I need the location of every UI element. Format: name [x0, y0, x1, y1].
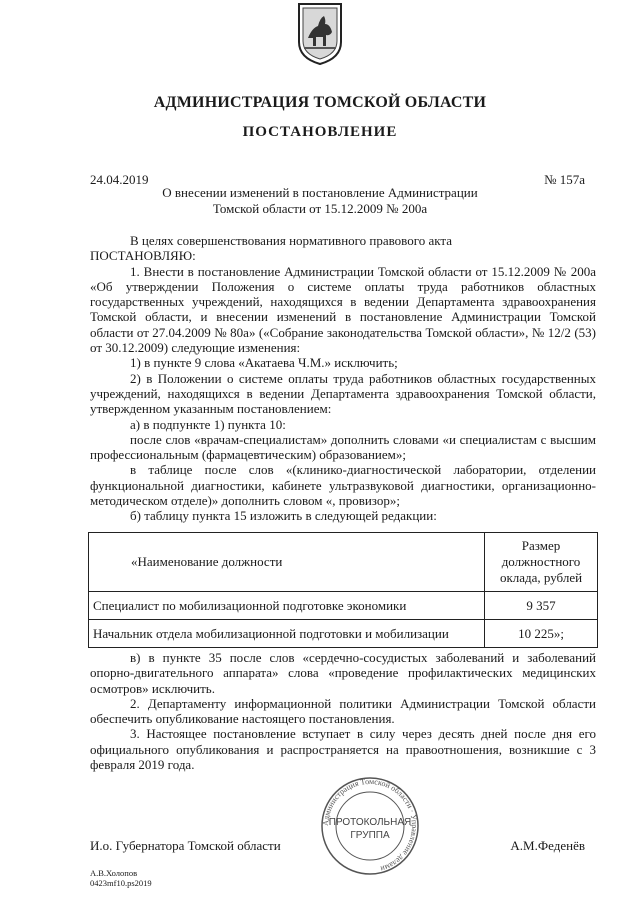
- stamp-line-2: ГРУППА: [350, 830, 390, 841]
- table-header-position: «Наименование должности: [89, 533, 485, 592]
- table-row: [89, 620, 598, 648]
- signatory-position: И.о. Губернатора Томской области: [90, 838, 281, 853]
- stamp-line-1: ПРОТОКОЛЬНАЯ: [328, 817, 412, 828]
- paragraph-preamble: В целях совершенствования нормативного правового акта: [130, 233, 453, 248]
- subject-line-2: Томской области от 15.12.2009 № 200а: [212, 201, 428, 216]
- document-body-continued: [90, 650, 596, 772]
- paragraph-subitem-b: б) таблицу пункта 15 изложить в следующей редакции:: [130, 508, 437, 524]
- signatory-name: А.М.Феденёв: [510, 838, 585, 853]
- footer: [90, 868, 152, 888]
- table-row: [89, 592, 598, 620]
- paragraph-resolve: ПОСТАНОВЛЯЮ:: [90, 248, 196, 264]
- document-subject: [0, 185, 640, 217]
- paragraph-subitem-c: в) в пункте 35 после слов «сердечно-сосудистых заболеваний и заболеваний опорно-двигательного аппарата» слова «проведение профилактических медицинских осмотров» исключить.: [90, 650, 596, 696]
- table-header-row: [89, 533, 598, 592]
- table-cell-salary: 10 225»;: [485, 620, 598, 648]
- document-number: № 157а: [544, 172, 585, 187]
- stamp-ring-text: Администрация Томской области · Управление делами: [320, 776, 420, 874]
- document-date: 24.04.2019: [90, 172, 149, 187]
- official-stamp: [300, 776, 440, 876]
- paragraph-item-1: 1. Внести в постановление Администрации Томской области от 15.12.2009 № 200а «Об утверждении Положения о системе оплаты труда работников областных государственных учреждений, находящихся в ведении Департамента здравоохранения Томской области, и внесении изменений в постановление Администрации Томской области от 27.04.2009 № 80а» («Собрание законодательства Томской области», № 12/2 (53) от 30.12.2009) следующие изменения:: [90, 263, 596, 356]
- table-cell-salary: 9 357: [485, 592, 598, 620]
- table-cell-position: Начальник отдела мобилизационной подготовки и мобилизации: [89, 620, 485, 648]
- paragraph-subitem-1: 1) в пункте 9 слова «Акатаева Ч.М.» исключить;: [130, 355, 398, 371]
- organization-title: АДМИНИСТРАЦИЯ ТОМСКОЙ ОБЛАСТИ: [153, 94, 487, 111]
- file-code: 0423mf10.ps2019: [90, 878, 152, 888]
- document-type: ПОСТАНОВЛЕНИЕ: [242, 124, 398, 140]
- paragraph-subitem-a: а) в подпункте 1) пункта 10:: [130, 416, 286, 432]
- table-cell-position: Специалист по мобилизационной подготовке экономики: [89, 592, 485, 620]
- paragraph-subitem-a-text2: в таблице после слов «(клинико-диагностической лаборатории, отделении функциональной диагностики, кабинете ультразвуковой диагностики, организационно-методическом отделе)» дополнить словом «, провизор»;: [90, 462, 596, 509]
- paragraph-item-3: 3. Настоящее постановление вступает в силу через десять дней после дня его официального опубликования и распространяется на правоотношения, возникшие с 3 февраля 2019 года.: [90, 726, 596, 773]
- document-body: [90, 233, 596, 524]
- executor-name: А.В.Холопов: [90, 868, 138, 878]
- coat-of-arms-icon: [296, 2, 344, 66]
- paragraph-subitem-a-text1: после слов «врачам-специалистам» дополнить словами «и специалистам с высшим профессиональным (фармацевтическим) образованием»;: [90, 431, 596, 463]
- subject-line-1: О внесении изменений в постановление Администрации: [162, 185, 478, 200]
- table-header-salary: Размер должностного оклада, рублей: [485, 533, 598, 592]
- salary-table: [88, 532, 598, 648]
- paragraph-item-2: 2. Департаменту информационной политики Администрации Томской области обеспечить опубликование настоящего постановления.: [90, 695, 596, 727]
- paragraph-subitem-2: 2) в Положении о системе оплаты труда работников областных государственных учреждений, находящихся в ведении Департамента здравоохранения Томской области, утвержденном указанным постановлением:: [90, 370, 596, 417]
